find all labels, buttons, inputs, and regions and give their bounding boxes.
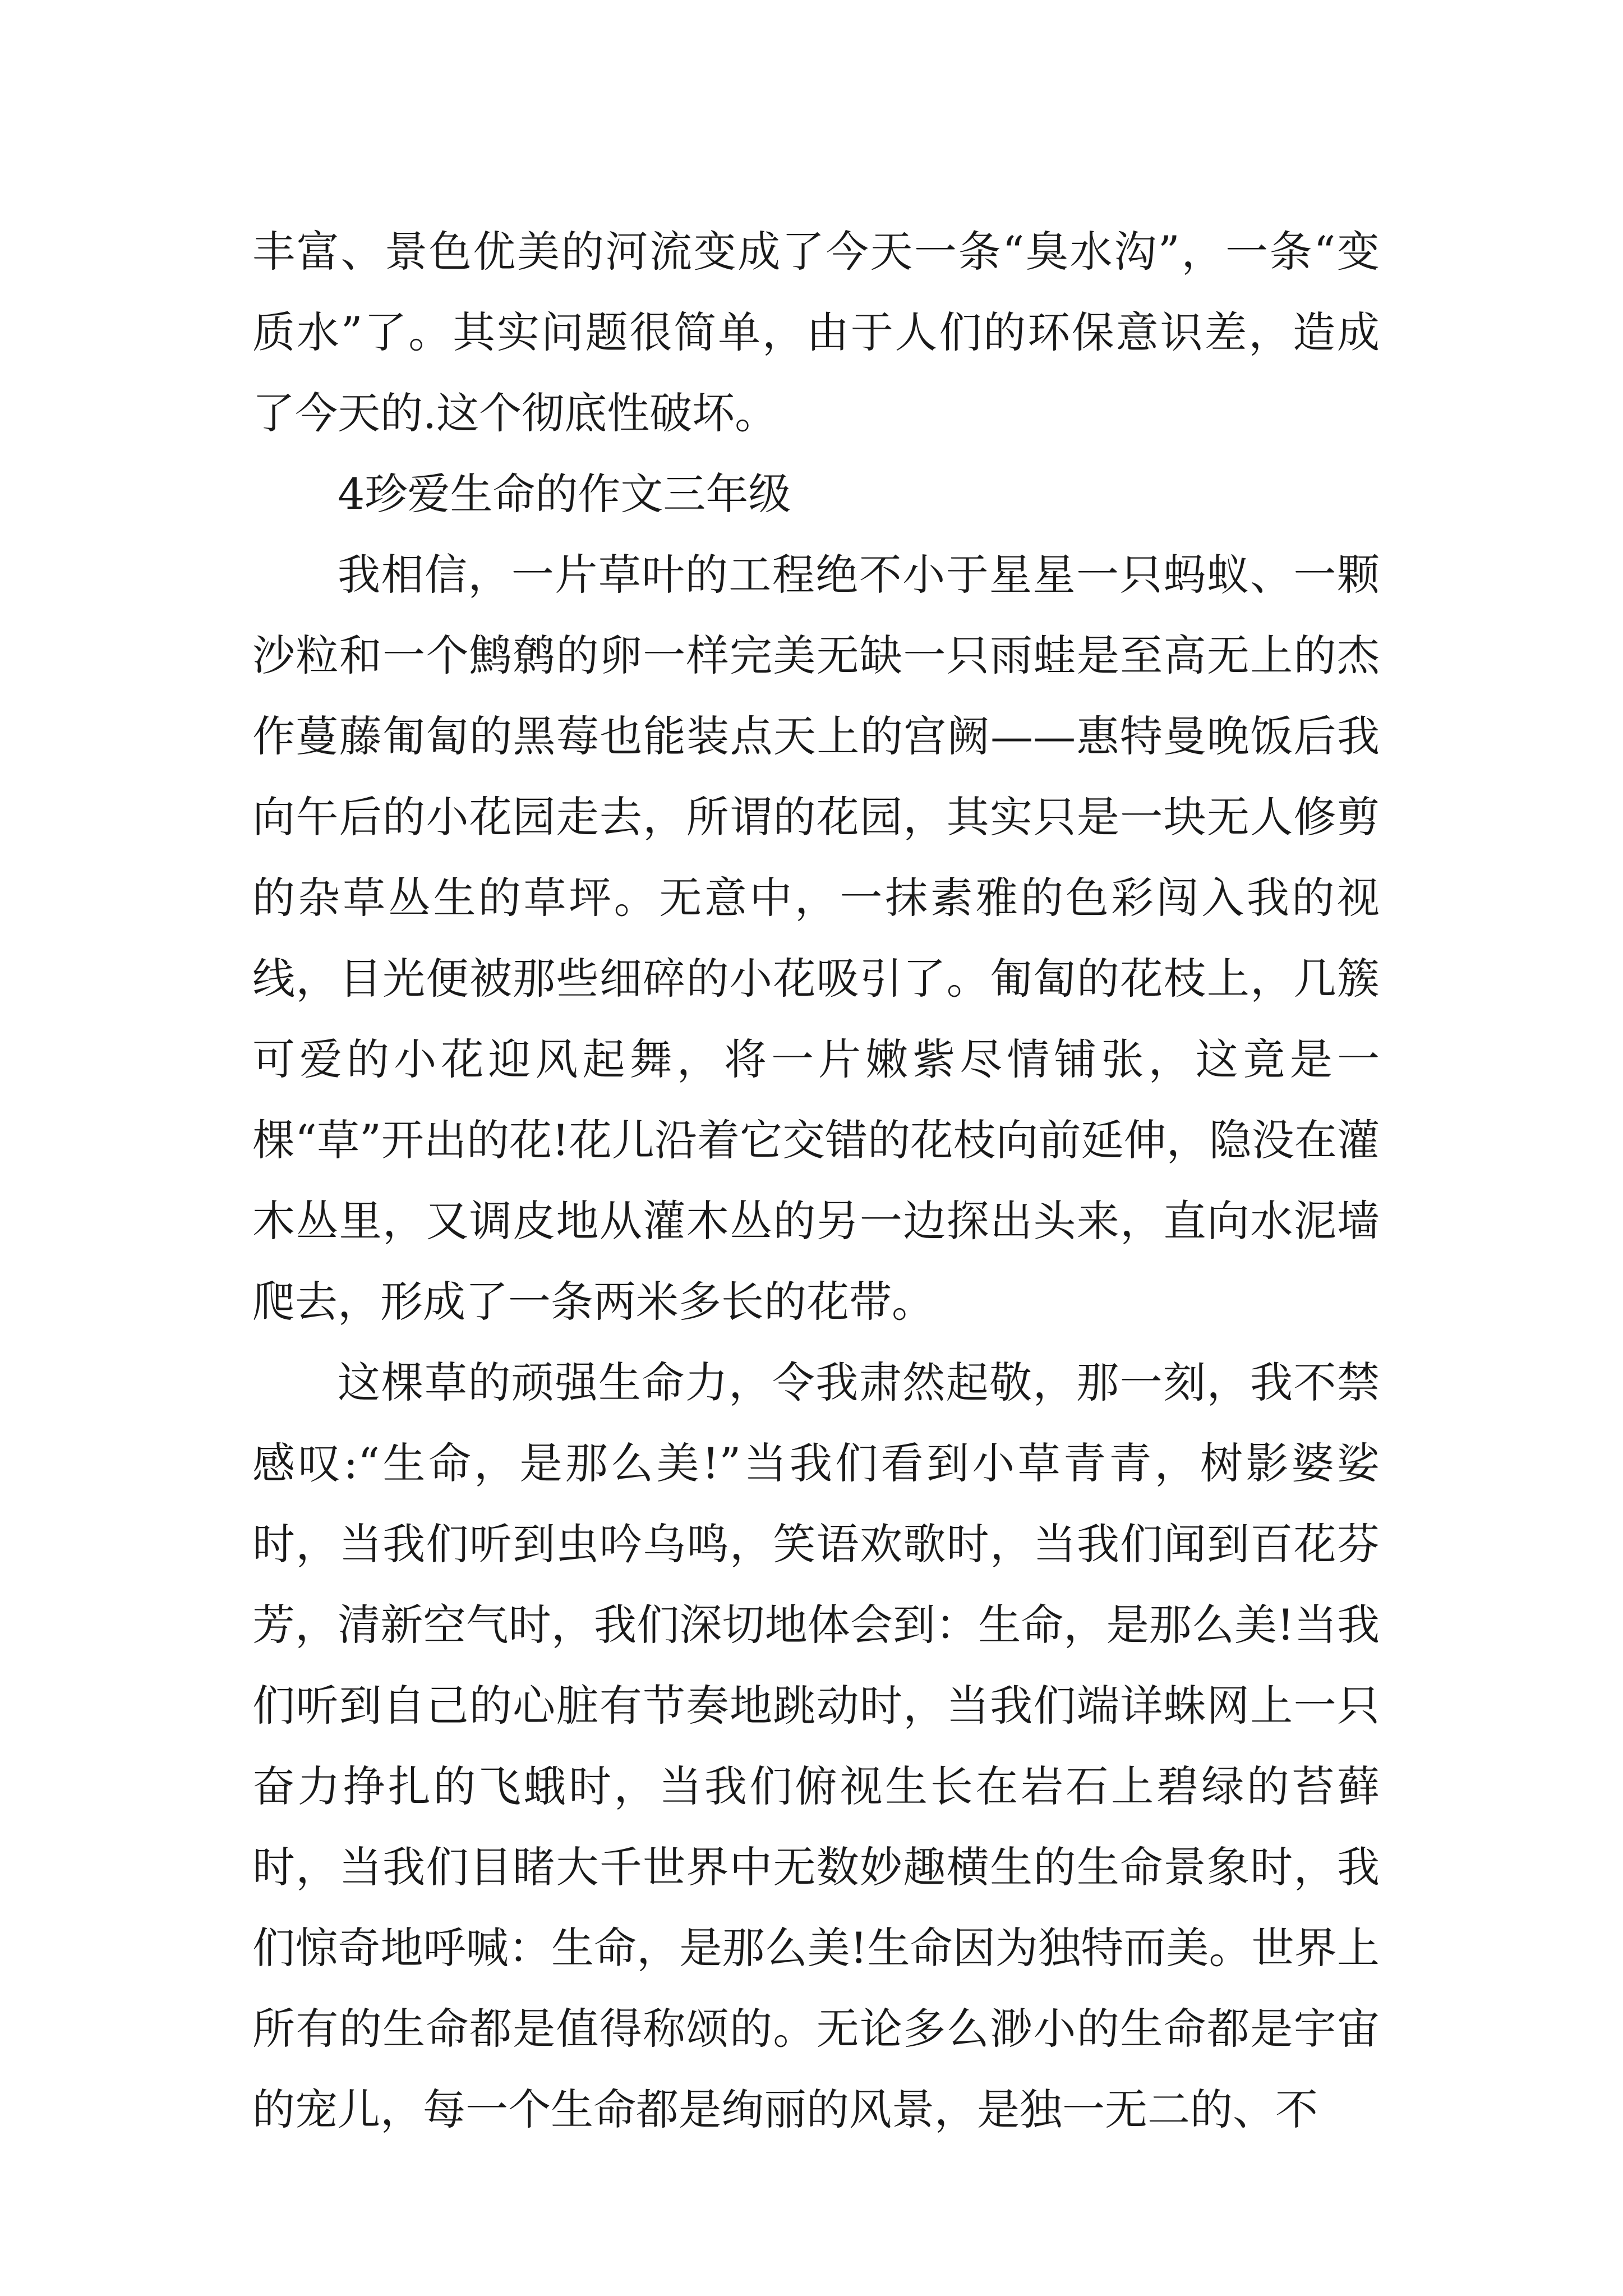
document-body bbox=[252, 211, 1380, 2150]
paragraph-body-2: 这棵草的顽强生命力，令我肃然起敬，那一刻，我不禁感叹:“生命，是那么美!”当我们看到小草青青，树影婆娑时，当我们听到虫吟乌鸣，笑语欢歌时，当我们闻到百花芬芳，清新空气时，我们深切地体会到：生命，是那么美!当我们听到自己的心脏有节奏地跳动时，当我们端详蛛网上一只奋力挣扎的飞蛾时，当我们俯视生长在岩石上碧绿的苔藓时，当我们目睹大千世界中无数妙趣横生的生命景象时，我们惊奇地呼喊：生命，是那么美!生命因为独特而美。世界上所有的生命都是值得称颂的。无论多么渺小的生命都是宇宙的宠儿，每一个生命都是绚丽的风景，是独一无二的、不 bbox=[252, 1358, 1380, 2134]
paragraph-body-1: 我相信，一片草叶的工程绝不小于星星一只蚂蚁、一颗沙粒和一个鹪鹩的卵一样完美无缺一只雨蛙是至高无上的杰作蔓藤匍匐的黑莓也能装点天上的宫阙——惠特曼晚饭后我向午后的小花园走去，所谓的花园，其实只是一块无人修剪的杂草丛生的草坪。无意中，一抹素雅的色彩闯入我的视线，目光便被那些细碎的小花吸引了。匍匐的花枝上，几簇可爱的小花迎风起舞，将一片嫩紫尽情铺张，这竟是一棵“草”开出的花!花儿沿着它交错的花枝向前延伸，隐没在灌木丛里，又调皮地从灌木丛的另一边探出头来，直向水泥墙爬去，形成了一条两米多长的花带。 bbox=[252, 550, 1380, 1327]
paragraph-continuation: 丰富、景色优美的河流变成了今天一条“臭水沟”，一条“变质水”了。其实问题很简单，由于人们的环保意识差，造成了今天的.这个彻底性破坏。 bbox=[252, 227, 1380, 438]
section-heading: 4珍爱生命的作文三年级 bbox=[338, 469, 791, 519]
